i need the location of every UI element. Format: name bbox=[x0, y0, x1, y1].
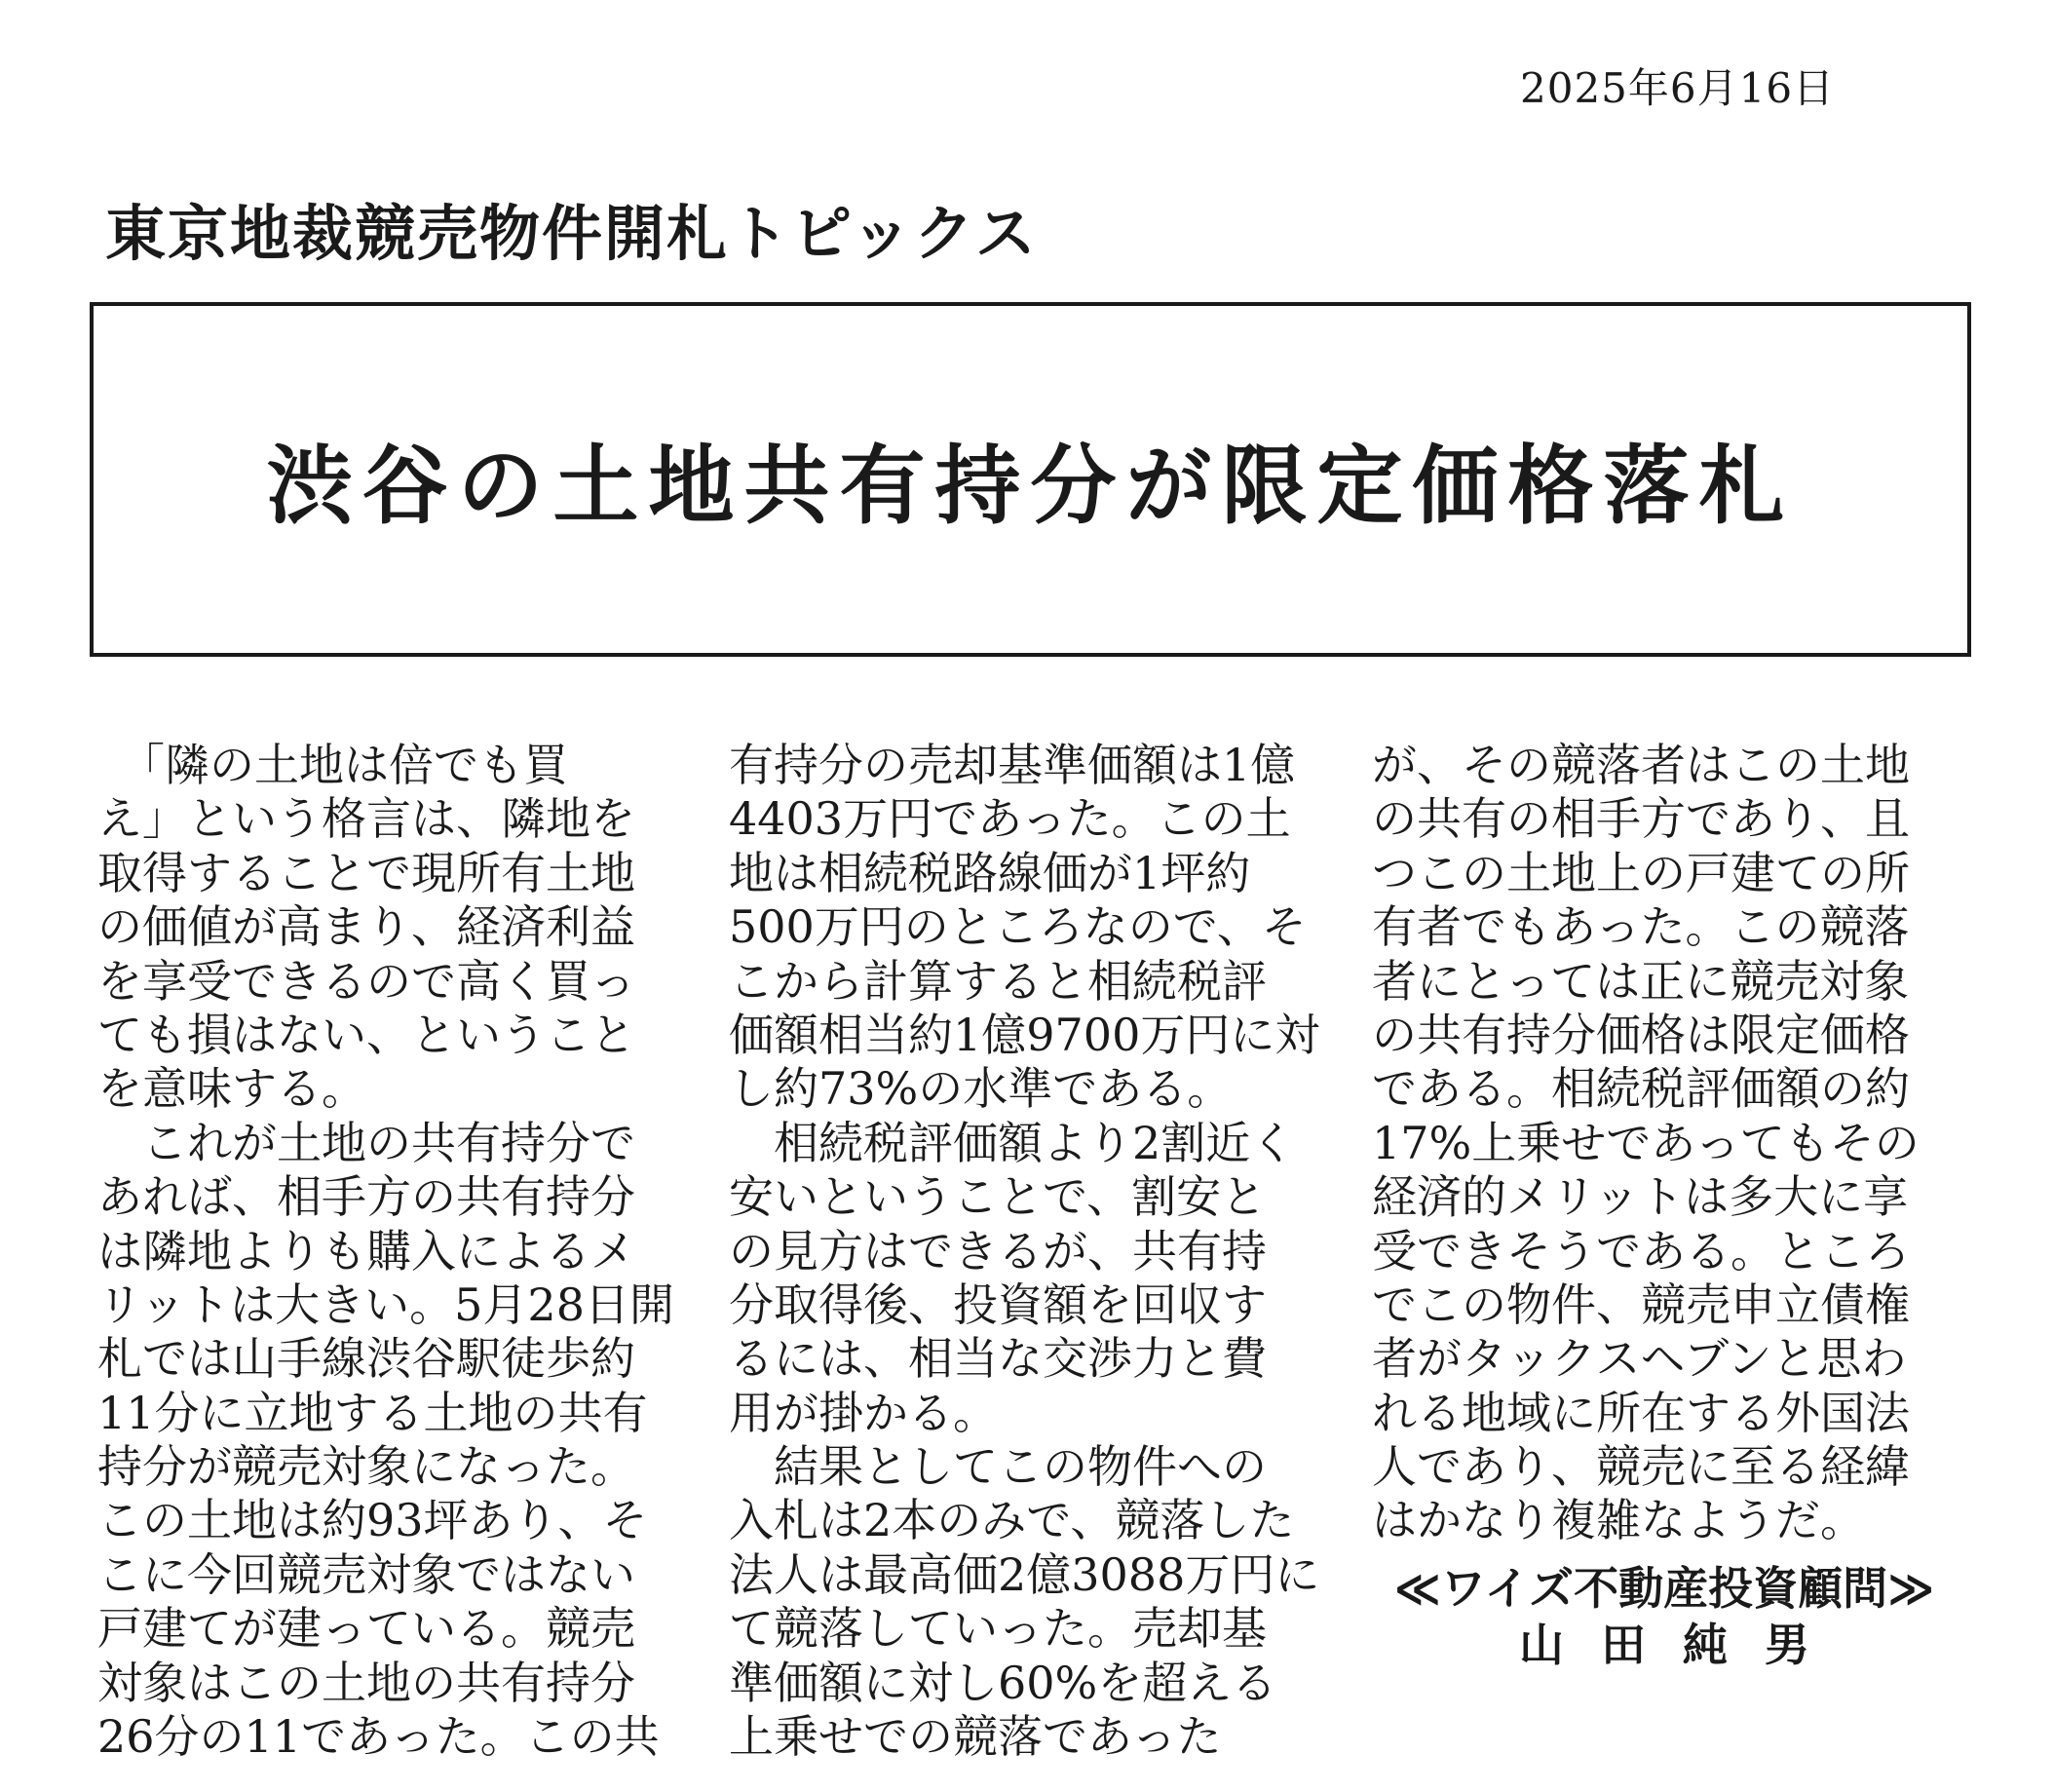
text-line: 上乗せでの競落であった bbox=[729, 1710, 1222, 1764]
text-line: は隣地よりも購入によるメ bbox=[97, 1224, 635, 1277]
text-line: 用が掛かる。 bbox=[729, 1386, 998, 1439]
text-line: 法人は最高価2億3088万円に bbox=[729, 1547, 1320, 1601]
text-line: て競落していった。売却基 bbox=[729, 1602, 1267, 1656]
text-line: 分取得後、投資額を回収す bbox=[729, 1277, 1267, 1331]
text-line: 戸建てが建っている。競売 bbox=[97, 1602, 635, 1656]
text-line: 取得することで現所有土地 bbox=[97, 846, 635, 899]
text-line: 17%上乗せであってもその bbox=[1372, 1116, 1920, 1169]
article-date: 2025年6月16日 bbox=[1520, 64, 1836, 112]
text-line: 受できそうである。ところ bbox=[1372, 1224, 1910, 1277]
headline-box bbox=[90, 302, 1971, 657]
text-line: 4403万円であった。この土 bbox=[729, 792, 1291, 846]
text-line: 26分の11であった。この共 bbox=[97, 1710, 660, 1764]
text-line: あれば、相手方の共有持分 bbox=[97, 1170, 635, 1224]
text-line: の共有の相手方であり、且 bbox=[1372, 792, 1910, 846]
text-line: リットは大きい。5月28日開 bbox=[97, 1277, 674, 1331]
text-line: の価値が高まり、経済利益 bbox=[97, 900, 635, 954]
author-name: 山田純男 bbox=[1519, 1619, 1846, 1671]
text-line: 入札は2本のみで、競落した bbox=[729, 1494, 1295, 1547]
text-line: 有持分の売却基準価額は1億 bbox=[729, 739, 1296, 791]
text-line: 「隣の土地は倍でも買 bbox=[97, 739, 568, 791]
text-line: 者がタックスヘブンと思わ bbox=[1372, 1332, 1907, 1386]
text-line: 相続税評価額より2割近く bbox=[729, 1116, 1296, 1169]
text-line: し約73%の水準である。 bbox=[729, 1062, 1233, 1116]
text-line: この土地は約93坪あり、そ bbox=[97, 1494, 648, 1547]
text-line: 準価額に対し60%を超える bbox=[729, 1656, 1277, 1709]
text-line: え」という格言は、隣地を bbox=[97, 792, 635, 846]
text-line: こから計算すると相続税評 bbox=[729, 954, 1267, 1008]
text-line: 価額相当約1億9700万円に対 bbox=[729, 1008, 1320, 1061]
body-column-1 bbox=[97, 739, 672, 1764]
text-line: である。相続税評価額の約 bbox=[1372, 1062, 1910, 1116]
text-line: つこの土地上の戸建ての所 bbox=[1372, 846, 1910, 899]
text-line: はかなり複雑なようだ。 bbox=[1372, 1494, 1865, 1547]
text-line: を意味する。 bbox=[97, 1062, 366, 1116]
text-line: るには、相当な交渉力と費 bbox=[729, 1332, 1267, 1386]
text-line: これが土地の共有持分で bbox=[97, 1116, 635, 1169]
text-line: の見方はできるが、共有持 bbox=[729, 1224, 1267, 1277]
text-line: 者にとっては正に競売対象 bbox=[1372, 954, 1910, 1008]
text-line: を享受できるので高く買っ bbox=[97, 954, 635, 1008]
author-organization: ≪ワイズ不動産投資顧問≫ bbox=[1393, 1562, 1935, 1615]
text-line: ても損はない、ということ bbox=[97, 1008, 635, 1061]
text-line: 11分に立地する土地の共有 bbox=[97, 1386, 648, 1439]
text-line: でこの物件、競売申立債権 bbox=[1372, 1277, 1910, 1331]
text-line: 結果としてこの物件への bbox=[729, 1440, 1267, 1494]
text-line: が、その競落者はこの土地 bbox=[1372, 739, 1910, 791]
body-column-2 bbox=[729, 739, 1320, 1764]
body-column-3 bbox=[1372, 739, 1957, 1548]
text-line: 札では山手線渋谷駅徒歩約 bbox=[97, 1332, 635, 1386]
text-line: 対象はこの土地の共有持分 bbox=[97, 1656, 635, 1709]
text-line: 持分が競売対象になった。 bbox=[97, 1440, 635, 1494]
text-line: 安いということで、割安と bbox=[729, 1170, 1267, 1224]
text-line: 人であり、競売に至る経緯 bbox=[1372, 1440, 1910, 1494]
text-line: こに今回競売対象ではない bbox=[97, 1547, 635, 1601]
article-headline: 渋谷の土地共有持分が限定価格落札 bbox=[266, 436, 1795, 536]
text-line: 有者でもあった。この競落 bbox=[1372, 900, 1910, 954]
text-line: 500万円のところなので、そ bbox=[729, 900, 1307, 954]
series-title: 東京地裁競売物件開札トピックス bbox=[105, 198, 1038, 269]
text-line: 経済的メリットは多大に享 bbox=[1372, 1170, 1909, 1224]
text-line: れる地域に所在する外国法 bbox=[1372, 1386, 1910, 1439]
text-line: 地は相続税路線価が1坪約 bbox=[729, 846, 1251, 899]
text-line: の共有持分価格は限定価格 bbox=[1372, 1008, 1910, 1061]
